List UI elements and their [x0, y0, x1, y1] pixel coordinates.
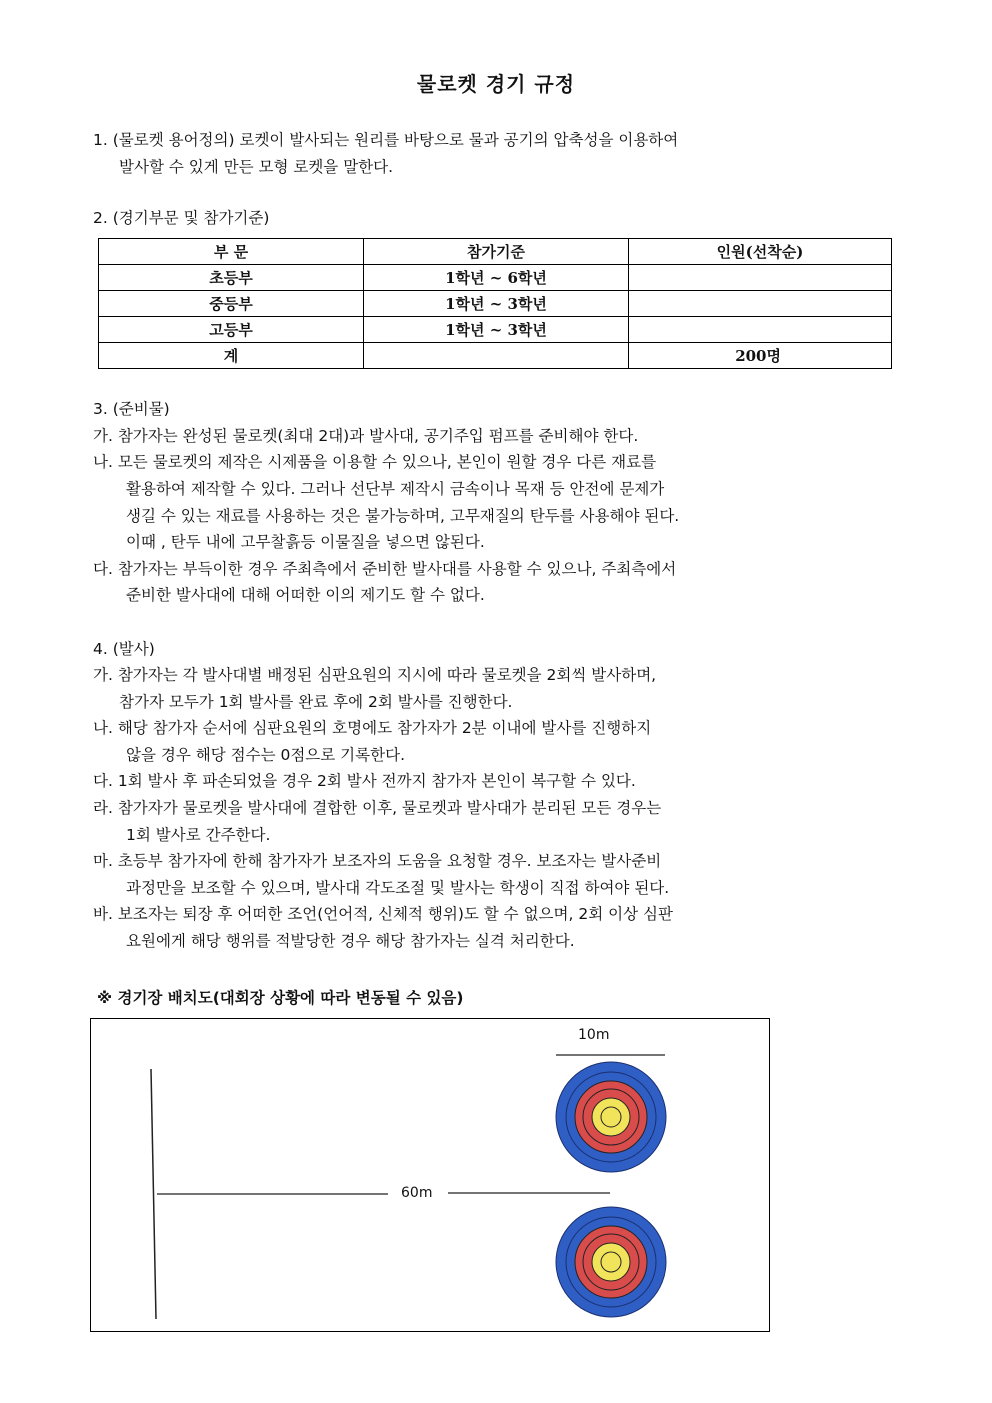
- section4-line: 가. 참가자는 각 발사대별 배정된 심판요원의 지시에 따라 물로켓을 2회씩 발사하며,: [93, 666, 657, 684]
- table-cell: [364, 343, 629, 369]
- field-diagram-svg: [91, 1019, 771, 1333]
- section3-line: 나. 모든 물로켓의 제작은 시제품을 이용할 수 있으나, 본인이 원할 경우 다른 재료를: [93, 453, 657, 471]
- table-cell: 계: [99, 343, 364, 369]
- table-cell: [629, 291, 892, 317]
- section3-line: 생길 수 있는 재료를 사용하는 것은 불가능하며, 고무재질의 탄두를 사용해야 된다.: [126, 507, 680, 525]
- target-icon: [556, 1062, 666, 1172]
- section3-line: 준비한 발사대에 대해 어떠한 이의 제기도 할 수 없다.: [126, 586, 485, 604]
- table-cell: 초등부: [99, 265, 364, 291]
- table-cell: [629, 317, 892, 343]
- section4-line: 다. 1회 발사 후 파손되었을 경우 2회 발사 전까지 참가자 본인이 복구할 수 있다.: [93, 772, 636, 790]
- section4-line: 참가자 모두가 1회 발사를 완료 후에 2회 발사를 진행한다.: [119, 693, 513, 711]
- section4-line: 과정만을 보조할 수 있으며, 발사대 각도조절 및 발사는 학생이 직접 하여야 된다.: [126, 879, 670, 897]
- section3-line: 다. 참가자는 부득이한 경우 주최측에서 준비한 발사대를 사용할 수 있으나, 주최측에서: [93, 560, 677, 578]
- table-header-row: [99, 239, 892, 265]
- section4-line: 요원에게 해당 행위를 적발당한 경우 해당 참가자는 실격 처리한다.: [126, 932, 575, 950]
- table-cell: 200명: [629, 343, 892, 369]
- section4-line: 나. 해당 참가자 순서에 심판요원의 호명에도 참가자가 2분 이내에 발사를 진행하지: [93, 719, 652, 737]
- table-cell: 1학년 ~ 3학년: [364, 317, 629, 343]
- table-cell: 1학년 ~ 6학년: [364, 265, 629, 291]
- section4-line: 마. 초등부 참가자에 한해 참가자가 보조자의 도움을 요청할 경우. 보조자는 발사준비: [93, 852, 662, 870]
- section4-line: 라. 참가자가 물로켓을 발사대에 결합한 이후, 물로켓과 발사대가 분리된 모든 경우는: [93, 799, 662, 817]
- table-header: 인원(선착순): [629, 239, 892, 265]
- section2-heading: 2. (경기부문 및 참가기준): [93, 209, 270, 227]
- distance-label: 60m: [401, 1185, 433, 1201]
- table-cell: [629, 265, 892, 291]
- section3-line: 이때 , 탄두 내에 고무찰흙등 이물질을 넣으면 않된다.: [126, 533, 485, 551]
- section1-line2: 발사할 수 있게 만든 모형 로켓을 말한다.: [119, 158, 394, 176]
- table-cell: 1학년 ~ 3학년: [364, 291, 629, 317]
- table-cell: 중등부: [99, 291, 364, 317]
- diagram-title: ※ 경기장 배치도(대회장 상황에 따라 변동될 수 있음): [97, 989, 464, 1007]
- section4-line: 않을 경우 해당 점수는 0점으로 기록한다.: [126, 746, 405, 764]
- section3-line: 활용하여 제작할 수 있다. 그러나 선단부 제작시 금속이나 목재 등 안전에 문제가: [126, 480, 665, 498]
- target-icon: [556, 1207, 666, 1317]
- table-header: 참가기준: [364, 239, 629, 265]
- section3-line: 가. 참가자는 완성된 물로켓(최대 2대)과 발사대, 공기주입 펌프를 준비해야 한다.: [93, 427, 639, 445]
- page-title: 물로켓 경기 규정: [416, 72, 576, 96]
- target-width-label: 10m: [578, 1027, 610, 1043]
- section3-heading: 3. (준비물): [93, 400, 170, 418]
- table-cell: 고등부: [99, 317, 364, 343]
- field-layout-diagram: [90, 1018, 770, 1332]
- table-row: [99, 317, 892, 343]
- section4-heading: 4. (발사): [93, 640, 155, 658]
- table-row: [99, 265, 892, 291]
- section4-line: 바. 보조자는 퇴장 후 어떠한 조언(언어적, 신체적 행위)도 할 수 없으며, 2회 이상 심판: [93, 905, 673, 923]
- table-header: 부 문: [99, 239, 364, 265]
- launch-line: [151, 1069, 156, 1319]
- table-row-total: [99, 343, 892, 369]
- table-row: [99, 291, 892, 317]
- section4-line: 1회 발사로 간주한다.: [126, 826, 271, 844]
- category-table: [98, 238, 892, 369]
- section1-line1: 1. (물로켓 용어정의) 로켓이 발사되는 원리를 바탕으로 물과 공기의 압축성을 이용하여: [93, 131, 679, 149]
